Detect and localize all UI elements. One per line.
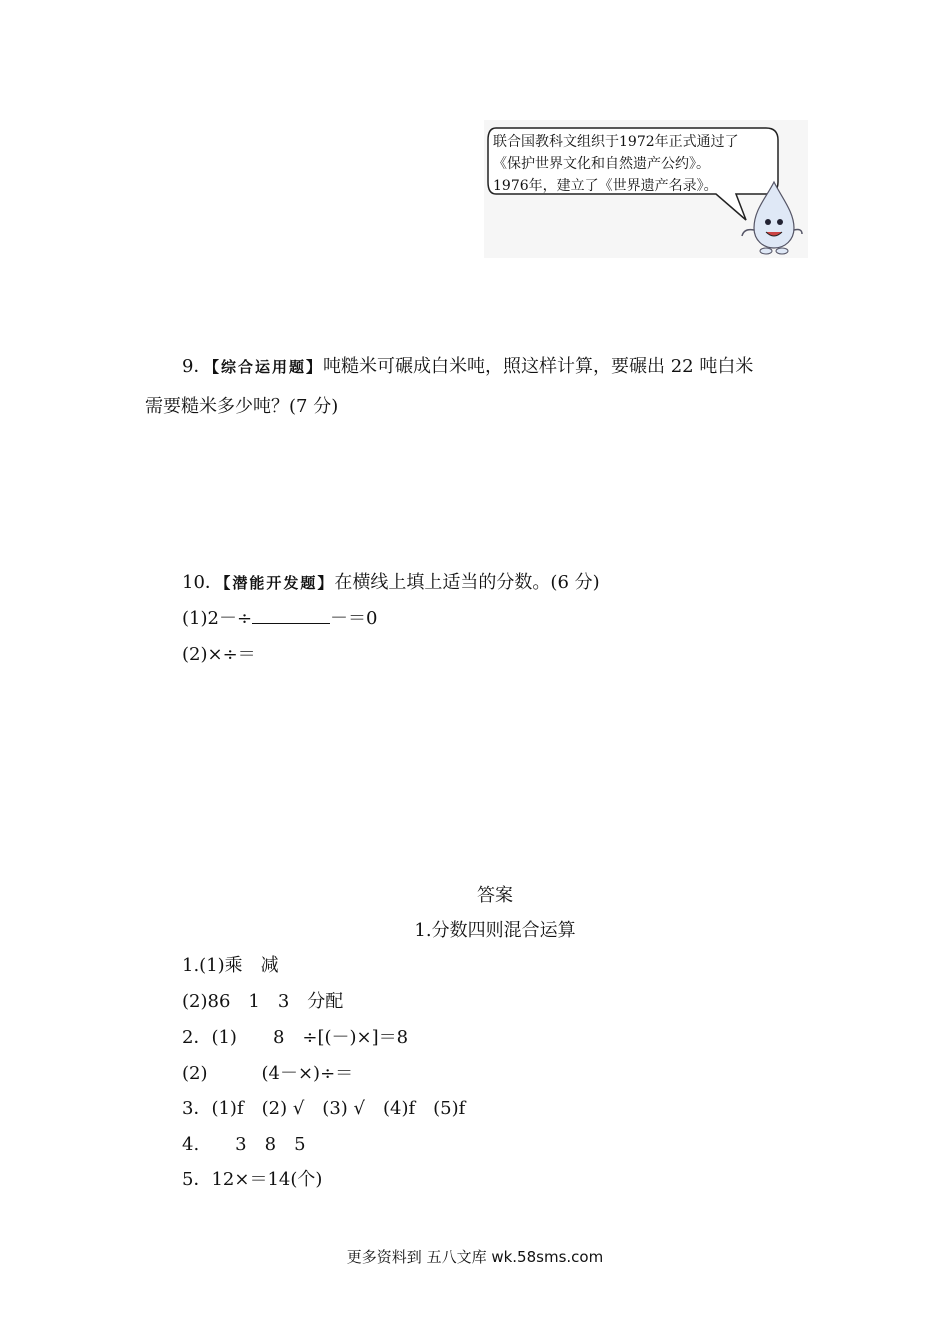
question-10-part-1: [182, 607, 377, 631]
question-text: 吨糙米可碾成白米吨，照这样计算，要碾出 22 吨白米: [322, 356, 754, 377]
answer-line: 2．(1) 8 ÷[(－)×]＝8: [182, 1027, 409, 1048]
question-number: 9．: [182, 356, 212, 377]
part-1-before: (1)2－÷: [182, 608, 253, 629]
answer-line: 5．12×＝14(个): [182, 1169, 323, 1190]
question-tag: 【潜能开发题】: [222, 574, 335, 592]
question-text: 在横线上填上适当的分数。(6 分): [334, 572, 600, 593]
answer-line: 1.(1)乘 减: [182, 955, 279, 976]
question-10-part-2: (2)×÷＝: [182, 644, 256, 665]
question-10-line: [182, 571, 600, 595]
question-tag: 【综合运用题】: [211, 358, 323, 376]
question-number: 10．: [182, 572, 223, 593]
answer-blank: [252, 607, 330, 624]
part-1-after: －＝0: [330, 608, 378, 629]
callout-line-3: 1976年，建立了《世界遗产名录》。: [493, 178, 718, 194]
footer-link[interactable]: 更多资料到 五八文库 wk.58sms.com: [346, 1248, 604, 1266]
question-9-line-1: [182, 355, 753, 379]
answer-line: 3．(1)f (2) √ (3) √ (4)f (5)f: [182, 1098, 466, 1119]
answer-line: (2) (4－×)÷＝: [182, 1063, 354, 1084]
callout-line-1: 联合国教科文组织于1972年正式通过了: [493, 134, 739, 150]
answers-heading: 答案: [477, 885, 513, 906]
water-drop-mascot-icon: [736, 176, 806, 256]
answers-section-title: 1.分数四则混合运算: [414, 920, 576, 941]
question-9-line-2: 需要糙米多少吨？(7 分): [145, 396, 339, 417]
answer-line: (2)86 1 3 分配: [182, 991, 344, 1012]
callout-illustration: [484, 120, 808, 258]
callout-line-2: 《保护世界文化和自然遗产公约》。: [493, 156, 710, 172]
answer-line: 4. 3 8 5: [182, 1134, 306, 1155]
